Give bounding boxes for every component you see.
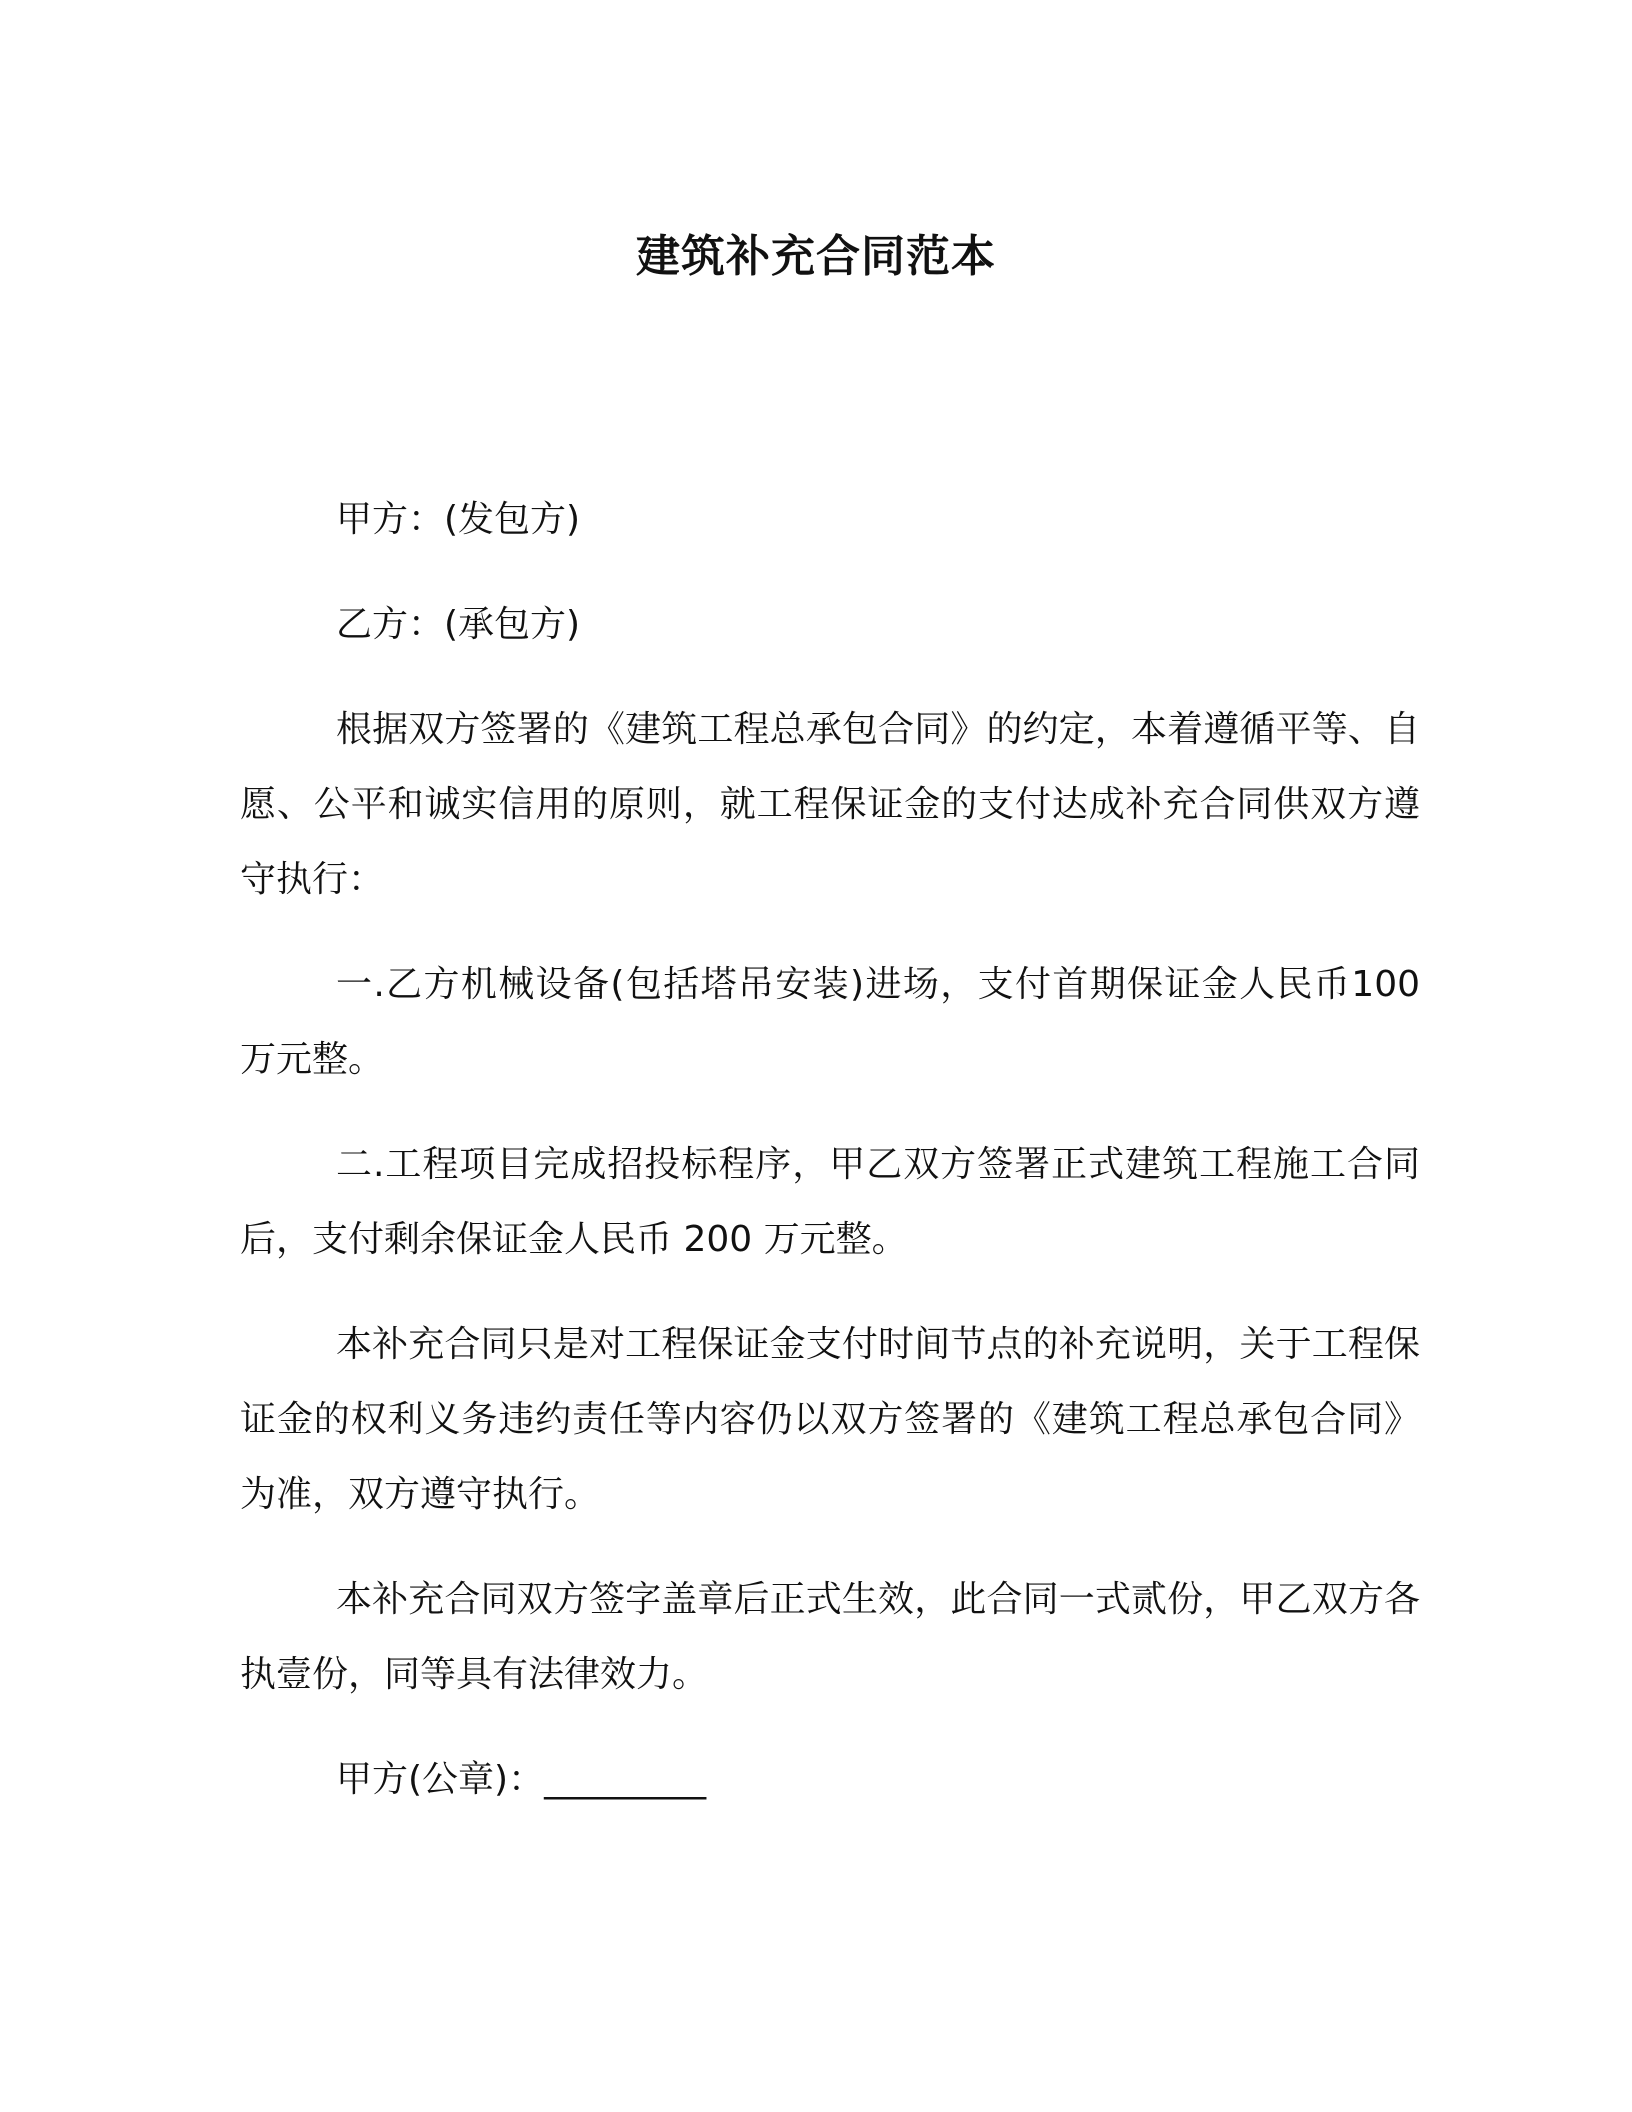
document-title: 建筑补充合同范本: [636, 231, 996, 282]
party-a-signature-line: [240, 1742, 1420, 1817]
signature-blank: _________: [544, 1759, 707, 1800]
intro-paragraph: 根据双方签署的《建筑工程总承包合同》的约定，本着遵循平等、自愿、公平和诚实信用的原则，就工程保证金的支付达成补充合同供双方遵守执行：: [240, 709, 1420, 900]
signature-label: 甲方(公章)：: [336, 1759, 545, 1800]
clause-1-paragraph: 一.乙方机械设备(包括塔吊安装)进场，支付首期保证金人民币100 万元整。: [240, 964, 1420, 1080]
document-body: [240, 482, 1420, 1817]
party-a-line: 甲方：(发包方): [336, 499, 581, 540]
clause-2-paragraph: 二.工程项目完成招投标程序，甲乙双方签署正式建筑工程施工合同后，支付剩余保证金人民币 200 万元整。: [240, 1144, 1420, 1260]
effect-paragraph: 本补充合同双方签字盖章后正式生效，此合同一式贰份，甲乙双方各执壹份，同等具有法律效力。: [240, 1579, 1420, 1695]
note-paragraph: 本补充合同只是对工程保证金支付时间节点的补充说明，关于工程保证金的权利义务违约责任等内容仍以双方签署的《建筑工程总承包合同》为准，双方遵守执行。: [240, 1324, 1420, 1515]
party-b-line: 乙方：(承包方): [336, 604, 581, 645]
